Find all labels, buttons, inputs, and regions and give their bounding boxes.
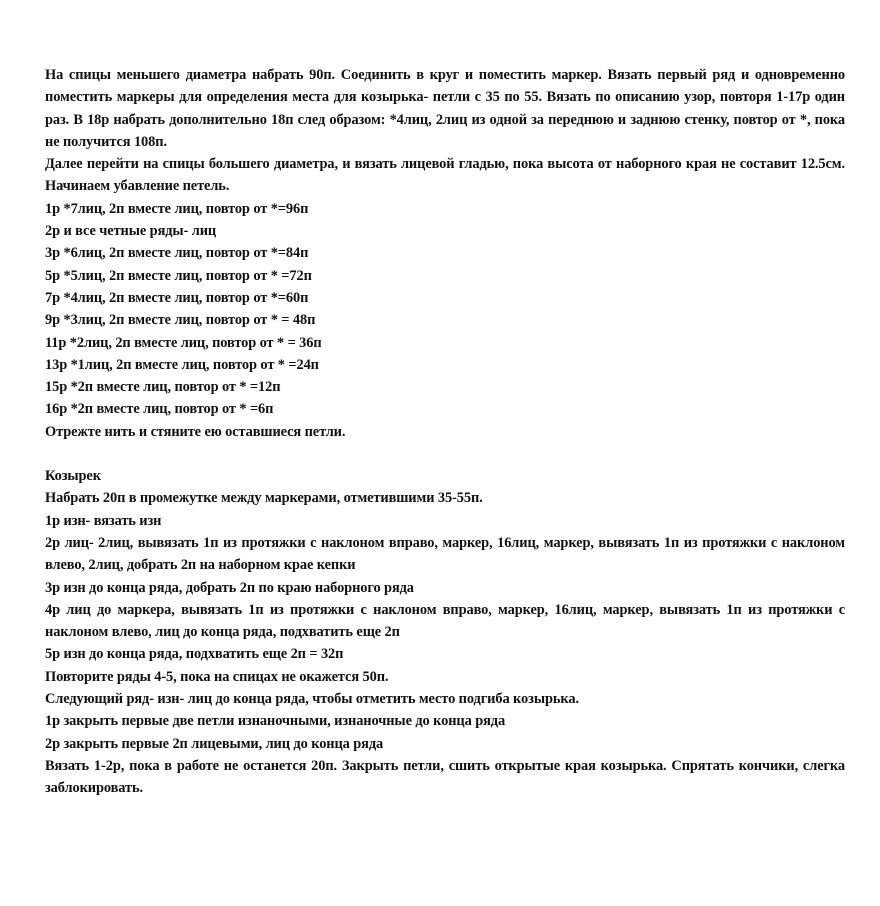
visor-final-paragraph: Вязать 1-2р, пока в работе не останется 20п. Закрыть петли, сшить открытые края козырька. Спрятать кончики, слегка заблокировать.	[45, 757, 845, 797]
decrease-row: 13р *1лиц, 2п вместе лиц, повтор от * =24п	[45, 356, 319, 373]
visor-line: 5р изн до конца ряда, подхватить еще 2п = 32п	[45, 646, 344, 663]
section-gap	[45, 443, 845, 465]
visor-heading: Козырек	[45, 468, 101, 485]
decrease-row: 11р *2лиц, 2п вместе лиц, повтор от * = 36п	[45, 334, 322, 351]
visor-line: Повторите ряды 4-5, пока на спицах не окажется 50п.	[45, 668, 389, 685]
decrease-row: 9р *3лиц, 2п вместе лиц, повтор от * = 48п	[45, 312, 316, 329]
visor-line: 2р закрыть первые 2п лицевыми, лиц до конца ряда	[45, 735, 384, 752]
intro-paragraph-body: Далее перейти на спицы большего диаметра, и вязать лицевой гладью, пока высота от наборного края не составит 12.5см. Начинаем убавление петель.	[45, 156, 845, 195]
decrease-row: 15р *2п вместе лиц, повтор от * =12п	[45, 379, 281, 396]
decrease-row: 2р и все четные ряды- лиц	[45, 223, 217, 240]
finishing-instruction: Отрежте нить и стяните ею оставшиеся петли.	[45, 423, 346, 440]
visor-row-4: 4р лиц до маркера, вывязать 1п из протяжки с наклоном вправо, маркер, 16лиц, маркер, вывязать 1п из протяжки с наклоном влево, лиц до конца ряда, подхватить еще 2п	[45, 601, 845, 641]
visor-line: Следующий ряд- изн- лиц до конца ряда, чтобы отметить место подгиба козырька.	[45, 691, 579, 708]
intro-paragraph-cast-on: На спицы меньшего диаметра набрать 90п. Соединить в круг и поместить маркер. Вязать первый ряд и одновременно поместить маркеры для определения места для козырька- петли с 35 по 55. Вязать по описанию узор, повторя 1-17р один раз. В 18р набрать дополнительно 18п след образом: *4лиц, 2лиц из одной за переднюю и заднюю стенку, повтор от *, пока не получится 108п.	[45, 67, 845, 150]
visor-line: 1р закрыть первые две петли изнаночными, изнаночные до конца ряда	[45, 713, 506, 730]
visor-line: 1р изн- вязать изн	[45, 512, 162, 529]
decrease-row: 3р *6лиц, 2п вместе лиц, повтор от *=84п	[45, 245, 309, 262]
knitting-pattern-document	[45, 64, 845, 800]
decrease-row: 5р *5лиц, 2п вместе лиц, повтор от * =72п	[45, 267, 312, 284]
decrease-row: 16р *2п вместе лиц, повтор от * =6п	[45, 401, 274, 418]
decrease-row: 7р *4лиц, 2п вместе лиц, повтор от *=60п	[45, 289, 309, 306]
visor-section	[45, 465, 845, 799]
visor-line: Набрать 20п в промежутке между маркерами, отметившими 35-55п.	[45, 490, 483, 507]
visor-row-3: 3р изн до конца ряда, добрать 2п по краю наборного ряда	[45, 579, 414, 596]
visor-row-2: 2р лиц- 2лиц, вывязать 1п из протяжки с наклоном вправо, маркер, 16лиц, маркер, вывязать 1п из протяжки с наклоном влево, 2лиц, добрать 2п на наборном крае кепки	[45, 534, 845, 574]
decrease-row: 1р *7лиц, 2п вместе лиц, повтор от *=96п	[45, 200, 309, 217]
decrease-rows-list	[45, 198, 845, 443]
